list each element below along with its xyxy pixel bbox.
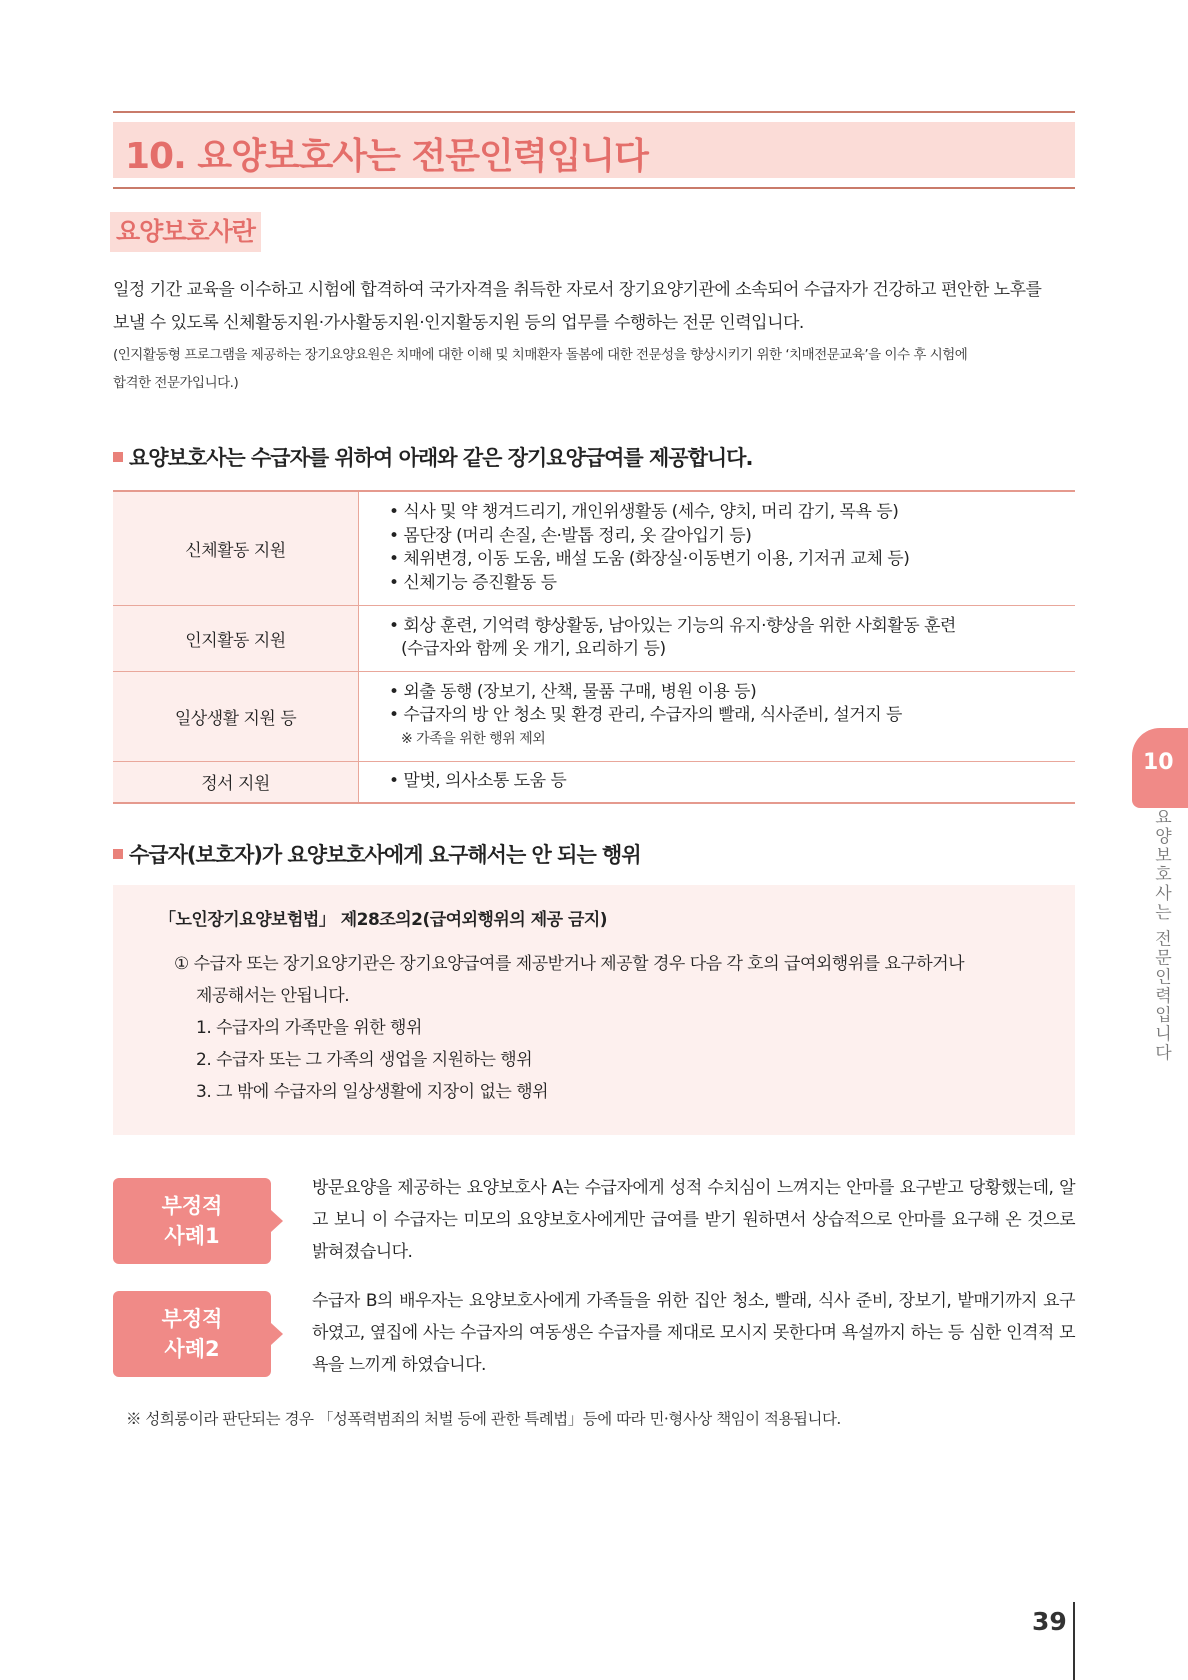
list-item: • 회상 훈련, 기억력 향상활동, 남아있는 기능의 유지·향상을 위한 사회활동 훈련 (389, 615, 956, 636)
table-items (359, 671, 1076, 761)
list-item: • 수급자의 방 안 청소 및 환경 관리, 수급자의 빨래, 식사준비, 설거지 등 (389, 705, 902, 726)
page-number-bar (1073, 1602, 1075, 1680)
section-heading: 요양보호사란 (110, 212, 261, 252)
law-clause-cont: 제공해서는 안됩니다. (196, 986, 350, 1006)
list-item: • 말벗, 의사소통 도움 등 (389, 771, 567, 791)
intro-note-line: 합격한 전문가입니다.) (113, 375, 239, 391)
intro-note (113, 341, 1075, 397)
table-items (359, 761, 1076, 803)
case-tag-line: 부정적 (161, 1194, 223, 1218)
page-number: 39 (1032, 1607, 1067, 1636)
services-heading (113, 442, 752, 472)
case-text-1: 방문요양을 제공하는 요양보호사 A는 수급자에게 성적 수치심이 느껴지는 안마를 요구받고 당황했는데, 알고 보니 이 수급자는 미모의 요양보호사에게만 급여를 받기 원하면서 상습적으로 안마를 요구해 온 것으로 밝혀졌습니다. (312, 1178, 1075, 1262)
law-item: 3. 그 밖에 수급자의 일상생활에 지장이 없는 행위 (196, 1082, 549, 1102)
chapter-title-banner (113, 122, 1075, 178)
title-top-rule (113, 111, 1075, 113)
case-tag-2 (113, 1291, 271, 1377)
side-tab-number: 10 (1143, 750, 1174, 775)
law-box (113, 885, 1075, 1135)
table-items (359, 491, 1076, 605)
intro-line: 보낼 수 있도록 신체활동지원·가사활동지원·인지활동지원 등의 업무를 수행하는 전문 인력입니다. (113, 313, 804, 333)
law-clause: ① 수급자 또는 장기요양기관은 장기요양급여를 제공받거나 제공할 경우 다음 각 호의 급여외행위를 요구하거나 (174, 954, 965, 974)
table-category: 신체활동 지원 (113, 491, 359, 605)
intro-paragraph (113, 274, 1075, 340)
title-bottom-rule (113, 187, 1075, 189)
table-row (113, 491, 1075, 605)
table-row (113, 761, 1075, 803)
case-tag-1 (113, 1178, 271, 1264)
list-item: • 신체기능 증진활동 등 (389, 572, 557, 593)
list-item: • 몸단장 (머리 손질, 손·발톱 정리, 옷 갈아입기 등) (389, 525, 752, 546)
case-tag-line: 사례2 (164, 1337, 220, 1361)
square-bullet-icon (113, 452, 123, 462)
list-item: • 외출 동행 (장보기, 산책, 물품 구매, 병원 이용 등) (389, 681, 757, 702)
list-note: ※ 가족을 위한 행위 제외 (401, 730, 546, 747)
table-row (113, 671, 1075, 761)
table-row (113, 605, 1075, 671)
list-item: • 식사 및 약 챙겨드리기, 개인위생활동 (세수, 양치, 머리 감기, 목욕 등) (389, 502, 899, 523)
table-category: 인지활동 지원 (113, 605, 359, 671)
list-item: • 체위변경, 이동 도움, 배설 도움 (화장실·이동변기 이용, 기저귀 교체 등) (389, 549, 910, 570)
intro-line: 일정 기간 교육을 이수하고 시험에 합격하여 국가자격을 취득한 자로서 장기요양기관에 소속되어 수급자가 건강하고 편안한 노후를 (113, 280, 1042, 300)
footnote: ※ 성희롱이라 판단되는 경우 「성폭력범죄의 처벌 등에 관한 특례법」등에 따라 민·형사상 책임이 적용됩니다. (126, 1410, 841, 1428)
law-item: 1. 수급자의 가족만을 위한 행위 (196, 1018, 422, 1038)
side-tab-text: 요양보호사는 전문인력입니다 (1151, 808, 1171, 1063)
list-item: (수급자와 함께 옷 개기, 요리하기 등) (401, 639, 666, 659)
prohibited-heading-text: 수급자(보호자)가 요양보호사에게 요구해서는 안 되는 행위 (129, 843, 641, 867)
table-category: 일상생활 지원 등 (113, 671, 359, 761)
law-item: 2. 수급자 또는 그 가족의 생업을 지원하는 행위 (196, 1050, 533, 1070)
prohibited-heading (113, 839, 641, 869)
services-heading-text: 요양보호사는 수급자를 위하여 아래와 같은 장기요양급여를 제공합니다. (129, 446, 753, 470)
case-text-2: 수급자 B의 배우자는 요양보호사에게 가족들을 위한 집안 청소, 빨래, 식사 준비, 장보기, 밭매기까지 요구하였고, 옆집에 사는 수급자의 여동생은 수급자를 제대로 모시지 못한다며 욕설까지 하는 등 심한 인격적 모욕을 느끼게 하였습니다. (312, 1291, 1075, 1375)
case-tag-line: 부정적 (161, 1307, 223, 1331)
table-category: 정서 지원 (113, 761, 359, 803)
table-items (359, 605, 1076, 671)
chapter-side-tab (1132, 728, 1188, 808)
square-bullet-icon (113, 849, 123, 859)
services-table (113, 490, 1075, 804)
case-tag-line: 사례1 (164, 1224, 220, 1248)
law-title: 「노인장기요양보험법」 제28조의2(급여외행위의 제공 금지) (159, 910, 608, 930)
chapter-title: 10. 요양보호사는 전문인력입니다 (125, 136, 648, 177)
intro-note-line: (인지활동형 프로그램을 제공하는 장기요양요원은 치매에 대한 이해 및 치매환자 돌봄에 대한 전문성을 향상시키기 위한 ‘치매전문교육’을 이수 후 시험에 (113, 347, 968, 363)
